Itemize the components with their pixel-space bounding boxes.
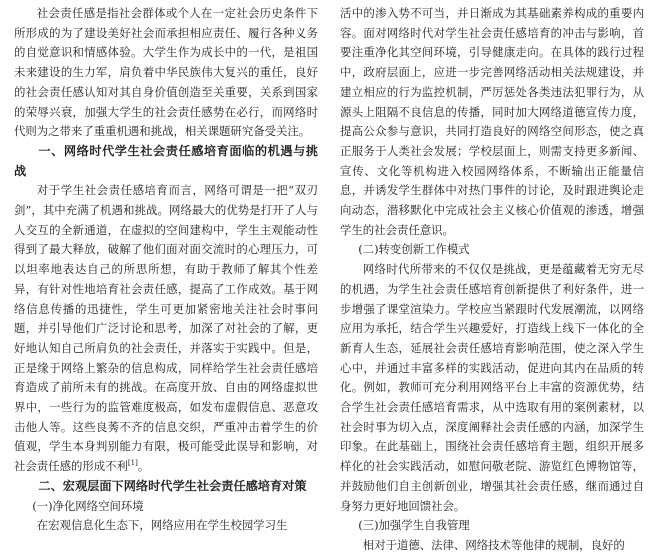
subsection-1-paragraph-continued: 活中的渗入势不可当，并日渐成为其基础素养构成的重要内容。面对网络时代对学生社会责任感培育的冲击与影响，首要注重净化其空间环境，引导健康走向。在具体的践行过程中，政府层面上，应进一步完善网络活动相关法规建设，并建立相应的行为监控机制，严厉惩处各类违法犯罪行为，从源头上阻隔不良信息的传播，同时加大网络道德宣传力度，提高公众参与意识，共同打造良好的网络空间形态，使之真正服务于人类社会发展；学校层面上，则需支持更多新闻、宣传、文化等机构进入校园网络体系，不断输出正能量信息，并诱发学生群体中对热门事件的讨论，及时跟进舆论走向动态，潜移默化中完成社会主义核心价值观的渗透，增强学生的社会责任意识。 <box>340 6 644 237</box>
section-1-text-end: 。 <box>137 459 150 474</box>
right-column <box>340 4 644 556</box>
subsection-2-paragraph: 网络时代所带来的不仅仅是挑战，更是蕴藏着无穷无尽的机遇，为学生社会责任感培育创新提供了利好条件，进一步增强了课堂渲染力。学校应当紧跟时代发展潮流，以网络应用为承托，结合学生兴趣爱好，打造线上线下一体化的全新育人生态，延展社会责任感培育影响范围，使之深入学生心中，并通过丰富多样的实践活动，促进向其内在品质的转化。例如，教师可充分利用网络平台上丰富的资源优势，结合学生社会责任感培育需求，从中选取有用的案例素材，以社会时事为切入点，深度阐释社会责任感的内涵，加深学生印象。在此基础上，围绕社会责任感培育主题，组织开展多样化的社会实践活动，如慰问敬老院、游览红色博物馆等，并鼓励他们自主创新创业，增强其社会责任感，继而通过自身努力更好地回馈社会。 <box>340 262 644 513</box>
intro-paragraph: 社会责任感是指社会群体或个人在一定社会历史条件下所形成的为了建设美好社会而承担相应责任、履行各种义务的自觉意识和情感体验。大学生作为成长中的一代，是祖国未来建设的生力军，肩负着中华民族伟大复兴的重任，良好的社会责任感认知对其自身价值创造至关重要，关系到国家的荣辱兴衰，加强大学生的社会责任感势在必行，而网络时代则为之带来了重重机遇和挑战，相关课题研究备受关注。 <box>14 6 318 139</box>
section-1-text: 对于学生社会责任感培育而言，网络可谓是一把“双刃剑”，其中充满了机遇和挑战。网络最大的优势是打开了人与人交互的全新通道，在虚拟的空间建构中，学生主观能动性得到了最大释放，破解了他们面对面交流时的心理压力，可以坦率地表达自己的所思所想，有助于教师了解其个性差异，有针对性地培育社会责任感，提高了工作成效。基于网络信息传播的迅捷性，学生可更加紧密地关注社会时事问题，并引导他们广泛讨论和思考，加深了对社会的了解，更好地认知自己所肩负的社会责任，并落实于实践中。但是，正是缘于网络上繁杂的信息构成，同样给学生社会责任感培育造成了前所未有的挑战。在高度开放、自由的网络虚拟世界中，一些行为的监管难度极高，如发布虚假信息、恶意攻击他人等。这些良莠不齐的信息交织，严重冲击着学生的价值观，学生本身判别能力有限，极可能受此误导和影响，对社会责任感的形成不利 <box>14 183 318 474</box>
reference-marker: [1] <box>127 459 138 468</box>
subsection-1-paragraph-start: 在宏观信息化生态下，网络应用在学生校园学习生 <box>36 518 288 533</box>
left-column <box>14 4 318 556</box>
section-1-paragraph <box>14 181 318 477</box>
section-heading-2: 二、宏观层面下网络时代学生社会责任感培育对策 <box>38 478 307 493</box>
section-heading-1: 一、网络时代学生社会责任感培育面临的机遇与挑战 <box>14 143 318 178</box>
subsection-heading-2: (二)转变创新工作模式 <box>358 242 470 257</box>
subsection-3-paragraph-start: 相对于道德、法律、网络技术等他律的规制，良好的 <box>362 537 625 552</box>
subsection-heading-1: (一)净化网络空间环境 <box>32 498 144 513</box>
subsection-heading-3: (三)加强学生自我管理 <box>358 518 470 533</box>
